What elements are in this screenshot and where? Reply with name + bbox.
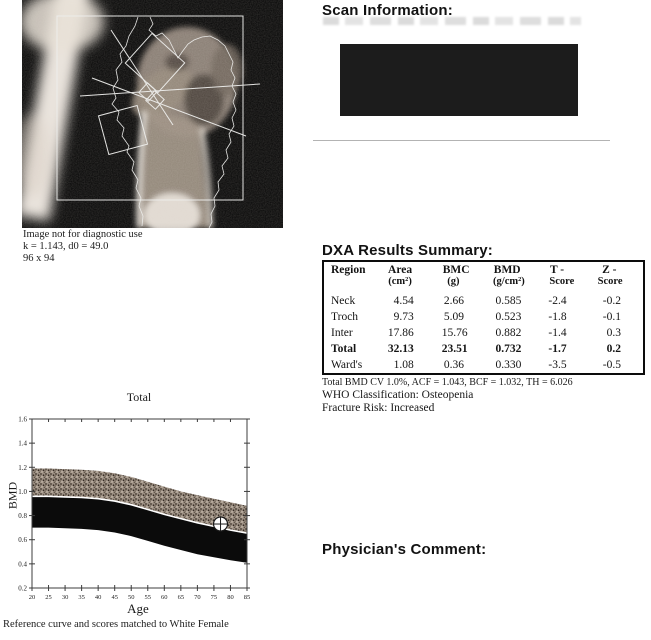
scan-information-heading: Scan Information: [322, 2, 453, 19]
scan-caption-line: k = 1.143, d0 = 49.0 [23, 241, 109, 252]
y-tick-label: 1.0 [18, 487, 27, 496]
x-tick-label: 45 [111, 594, 118, 601]
col-header-region: Region [331, 264, 366, 276]
x-tick-label: 50 [127, 594, 135, 601]
chart-y-axis-label: BMD [5, 481, 20, 510]
x-tick-label: 60 [161, 594, 168, 601]
col-header-bmc: BMC (g) [442, 264, 470, 287]
y-tick-label: 0.4 [18, 560, 27, 569]
y-tick-label: 1.2 [18, 463, 27, 472]
physician-comment-heading: Physician's Comment: [322, 541, 487, 558]
col-header-z-score: Z - Score [597, 264, 623, 287]
x-tick-label: 35 [78, 594, 85, 601]
hip-xray-graphic [22, 0, 283, 228]
y-tick-label: 0.6 [18, 536, 27, 545]
y-tick-label: 0.2 [18, 584, 27, 593]
x-tick-label: 20 [28, 594, 36, 601]
x-tick-label: 85 [243, 594, 251, 601]
table-row-wards: Ward's 1.08 0.36 0.330 -3.5 -0.5 [331, 359, 621, 371]
x-tick-label: 70 [194, 594, 201, 601]
bmd-reference-chart [0, 388, 270, 602]
chart-title: Total [126, 390, 152, 404]
x-tick-label: 30 [61, 594, 69, 601]
col-header-area: Area (cm²) [388, 264, 413, 287]
y-tick-label: 0.8 [18, 512, 27, 521]
col-header-t-score: T - Score [549, 264, 575, 287]
bmd-cv-footnote: Total BMD CV 1.0%, ACF = 1.043, BCF = 1.032, TH = 6.026 [322, 377, 573, 388]
table-row-total: Total 32.13 23.51 0.732 -1.7 0.2 [331, 343, 621, 355]
section-separator-line [313, 140, 610, 141]
scan-caption-block [23, 229, 143, 265]
x-tick-label: 75 [210, 594, 218, 601]
col-header-bmd: BMD (g/cm²) [493, 264, 525, 287]
table-row-troch: Troch 9.73 5.09 0.523 -1.8 -0.1 [331, 311, 621, 323]
scan-caption-line: Image not for diagnostic use [23, 229, 143, 240]
x-tick-label: 25 [45, 594, 52, 601]
x-tick-label: 80 [227, 594, 234, 601]
hip-scan-image [22, 0, 283, 228]
y-tick-label: 1.6 [18, 415, 27, 424]
y-tick-label: 1.4 [18, 439, 27, 448]
chart-caption: Reference curve and scores matched to White Female [3, 619, 229, 630]
fracture-risk: Fracture Risk: Increased [322, 402, 435, 414]
x-tick-label: 55 [144, 594, 152, 601]
x-tick-label: 65 [177, 594, 185, 601]
chart-x-axis-label: Age [127, 601, 149, 616]
faded-redacted-text-line [323, 17, 581, 25]
table-row-inter: Inter 17.86 15.76 0.882 -1.4 0.3 [331, 327, 621, 339]
bmd-chart-plot [0, 388, 270, 602]
x-tick-label: 40 [94, 594, 102, 601]
who-classification: WHO Classification: Osteopenia [322, 389, 474, 401]
redaction-box [340, 44, 578, 116]
table-header-row [323, 261, 644, 293]
table-row-neck: Neck 4.54 2.66 0.585 -2.4 -0.2 [331, 295, 621, 307]
dxa-results-table [322, 260, 645, 375]
scan-caption-line: 96 x 94 [23, 253, 55, 264]
dxa-results-heading: DXA Results Summary: [322, 242, 493, 259]
